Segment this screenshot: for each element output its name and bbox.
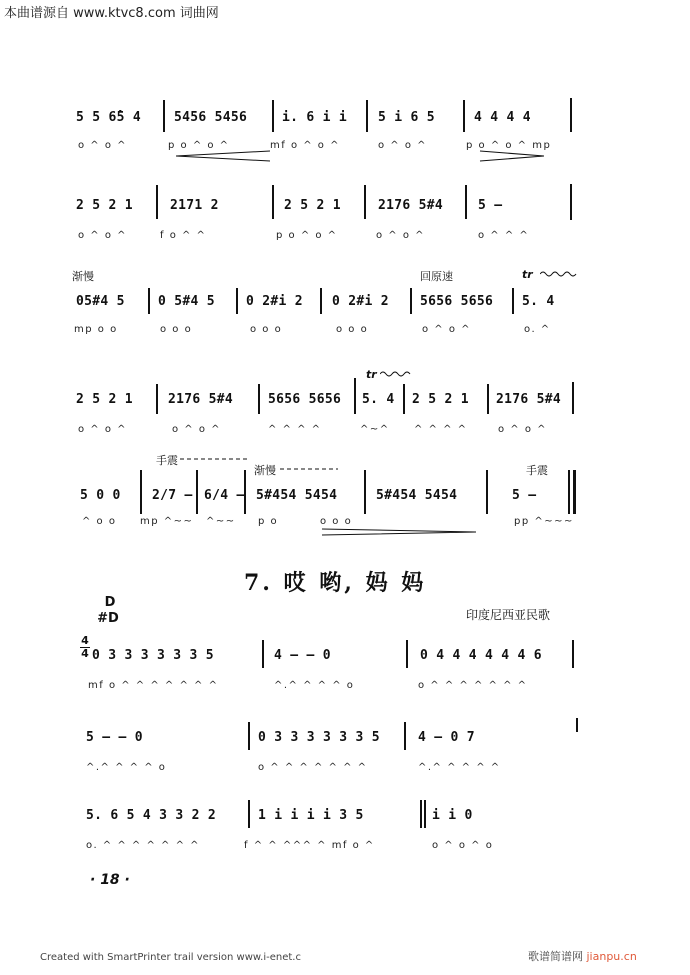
- measure-notes: 0 3 3 3 3 3 3 5: [92, 648, 214, 663]
- dashed-extension: [180, 456, 250, 462]
- barline-final-thick: [573, 470, 576, 514]
- measure-notes: 5. 4: [522, 294, 555, 309]
- measure-notes: 5 – – 0: [86, 730, 143, 745]
- barline: [156, 384, 158, 414]
- barline: [163, 100, 165, 132]
- barline: [572, 640, 574, 668]
- measure-notes: 2 5 2 1: [76, 392, 133, 407]
- measure-notes: 2176 5#4: [378, 198, 444, 213]
- footer-credit: Created with SmartPrinter trail version www.i-enet.c: [40, 952, 301, 963]
- measure-notes: 5#454 5454: [376, 488, 458, 503]
- key-signature-bottom: #D: [97, 611, 119, 626]
- trill-mark: tr: [522, 268, 533, 281]
- barline: [364, 470, 366, 514]
- page-number: · 18 ·: [90, 872, 130, 888]
- articulation-row: o o o: [160, 324, 193, 335]
- articulation-row: ^.^ ^ ^ ^ o: [86, 762, 167, 773]
- articulation-row: p o: [258, 516, 279, 527]
- footer-site-url: jianpu.cn: [586, 950, 637, 963]
- barline: [463, 100, 465, 132]
- articulation-row: p o ^ o ^ mp: [466, 140, 552, 151]
- measure-notes: 0 4 4 4 4 4 4 6: [420, 648, 542, 663]
- measure-notes: 2176 5#4: [496, 392, 562, 407]
- articulation-row: pp ^~~~: [514, 516, 574, 527]
- footer-site-name: 歌谱简谱网: [528, 950, 583, 963]
- articulation-row: o ^ o ^: [172, 424, 222, 435]
- measure-notes: 2176 5#4: [168, 392, 234, 407]
- barline: [320, 288, 322, 314]
- articulation-row: ^.^ ^ ^ ^ ^: [418, 762, 501, 773]
- barline: [366, 100, 368, 132]
- measure-notes: 4 – 0 7: [418, 730, 475, 745]
- barline: [236, 288, 238, 314]
- articulation-row: mf o ^ ^ ^ ^ ^ ^ ^: [88, 680, 219, 691]
- barline: [487, 384, 489, 414]
- footer-site: [528, 948, 637, 964]
- articulation-row: o ^ o ^: [78, 140, 128, 151]
- articulation-row: o ^ ^ ^ ^ ^ ^ ^: [418, 680, 528, 691]
- measure-notes: 2171 2: [170, 198, 219, 213]
- measure-notes: 5 –: [512, 488, 537, 503]
- articulation-row: o o o: [336, 324, 369, 335]
- header-watermark: 本曲谱源自 www.ktvc8.com 词曲网: [4, 6, 219, 21]
- measure-notes: 5656 5656: [420, 294, 494, 309]
- tempo-mark: 手震: [156, 454, 178, 467]
- crescendo-hairpin: [174, 150, 274, 162]
- measure-notes: 5. 6 5 4 3 3 2 2: [86, 808, 217, 823]
- measure-notes: 05#4 5: [76, 294, 125, 309]
- measure-notes: 5 i 6 5: [378, 110, 435, 125]
- barline: [465, 185, 467, 219]
- time-signature-top: 4: [81, 634, 89, 647]
- measure-notes: 2/7 –: [152, 488, 193, 503]
- decrescendo-hairpin: [478, 150, 548, 162]
- barline: [572, 382, 574, 414]
- barline: [420, 800, 422, 828]
- measure-notes: 5456 5456: [174, 110, 248, 125]
- song-origin: 印度尼西亚民歌: [466, 608, 551, 622]
- articulation-row: p o ^ o ^: [276, 230, 338, 241]
- measure-notes: i. 6 i i: [282, 110, 348, 125]
- time-signature-bottom: 4: [81, 647, 89, 660]
- measure-notes: 6/4 –: [204, 488, 245, 503]
- dashed-extension: [280, 466, 340, 472]
- tempo-mark: 手震: [526, 464, 548, 477]
- barline: [486, 470, 488, 514]
- articulation-row: o ^ o ^: [78, 424, 128, 435]
- decrescendo-hairpin: [320, 527, 480, 537]
- barline: [512, 288, 514, 314]
- barline: [140, 470, 142, 514]
- measure-notes: 2 5 2 1: [76, 198, 133, 213]
- barline: [148, 288, 150, 314]
- articulation-row: ^~^: [360, 424, 390, 435]
- articulation-row: o o o: [320, 516, 353, 527]
- measure-notes: 0 3 3 3 3 3 3 5: [258, 730, 380, 745]
- articulation-row: o ^ o ^: [78, 230, 128, 241]
- articulation-row: o ^ o ^: [422, 324, 472, 335]
- barline: [403, 384, 405, 414]
- tempo-mark: 渐慢: [72, 270, 94, 283]
- trill-mark: tr: [366, 368, 377, 381]
- articulation-row: o ^ o ^ o: [432, 840, 494, 851]
- articulation-row: ^ ^ ^ ^: [414, 424, 468, 435]
- articulation-row: ^ ^ ^ ^: [268, 424, 322, 435]
- articulation-row: o o o: [250, 324, 283, 335]
- articulation-row: o ^ ^ ^: [478, 230, 530, 241]
- barline: [248, 800, 250, 828]
- articulation-row: o ^ o ^: [376, 230, 426, 241]
- song-title: 7. 哎 哟, 妈 妈: [244, 570, 427, 596]
- articulation-row: o ^ o ^: [498, 424, 548, 435]
- key-signature-top: D: [104, 595, 116, 610]
- articulation-row: ^~~: [206, 516, 236, 527]
- measure-notes: 4 4 4 4: [474, 110, 531, 125]
- articulation-row: ^ o o: [82, 516, 117, 527]
- barline: [248, 722, 250, 750]
- trill-wave: [540, 270, 580, 278]
- measure-notes: 5 0 0: [80, 488, 121, 503]
- barline: [364, 185, 366, 219]
- time-signature: [80, 636, 90, 659]
- articulation-row: p o ^ o ^: [168, 140, 230, 151]
- barline: [196, 470, 198, 514]
- articulation-row: f ^ ^ ^^^ ^ mf o ^: [244, 840, 375, 851]
- barline: [354, 378, 356, 414]
- barline: [410, 288, 412, 314]
- barline: [404, 722, 406, 750]
- measure-notes: 1 i i i i 3 5: [258, 808, 364, 823]
- barline: [262, 640, 264, 668]
- measure-notes: 4 – – 0: [274, 648, 331, 663]
- articulation-row: o ^ o ^: [378, 140, 428, 151]
- measure-notes: 0 2#i 2: [246, 294, 303, 309]
- measure-notes: 2 5 2 1: [284, 198, 341, 213]
- trill-wave: [380, 370, 414, 378]
- measure-notes: 5. 4: [362, 392, 395, 407]
- measure-notes: 0 2#i 2: [332, 294, 389, 309]
- barline: [576, 718, 578, 732]
- tempo-mark: 渐慢: [254, 464, 276, 477]
- tempo-mark: 回原速: [420, 270, 453, 283]
- barline-final-thin: [568, 470, 570, 514]
- barline: [570, 98, 572, 132]
- articulation-row: mf o ^ o ^: [270, 140, 340, 151]
- articulation-row: f o ^ ^: [160, 230, 207, 241]
- barline: [424, 800, 426, 828]
- barline: [272, 100, 274, 132]
- measure-notes: 0 5#4 5: [158, 294, 215, 309]
- measure-notes: i i 0: [432, 808, 473, 823]
- barline: [272, 185, 274, 219]
- articulation-row: mp ^~~: [140, 516, 194, 527]
- measure-notes: 5656 5656: [268, 392, 342, 407]
- barline: [156, 185, 158, 219]
- articulation-row: mp o o: [74, 324, 118, 335]
- articulation-row: o ^ ^ ^ ^ ^ ^ ^: [258, 762, 368, 773]
- articulation-row: o. ^ ^ ^ ^ ^ ^ ^: [86, 840, 201, 851]
- measure-notes: 5 –: [478, 198, 503, 213]
- articulation-row: o. ^: [524, 324, 551, 335]
- barline: [406, 640, 408, 668]
- measure-notes: 5 5 6̂5 4: [76, 110, 142, 125]
- measure-notes: 5#454 5454: [256, 488, 338, 503]
- barline: [570, 184, 572, 220]
- barline: [258, 384, 260, 414]
- articulation-row: ^.^ ^ ^ ^ o: [274, 680, 355, 691]
- measure-notes: 2 5 2 1: [412, 392, 469, 407]
